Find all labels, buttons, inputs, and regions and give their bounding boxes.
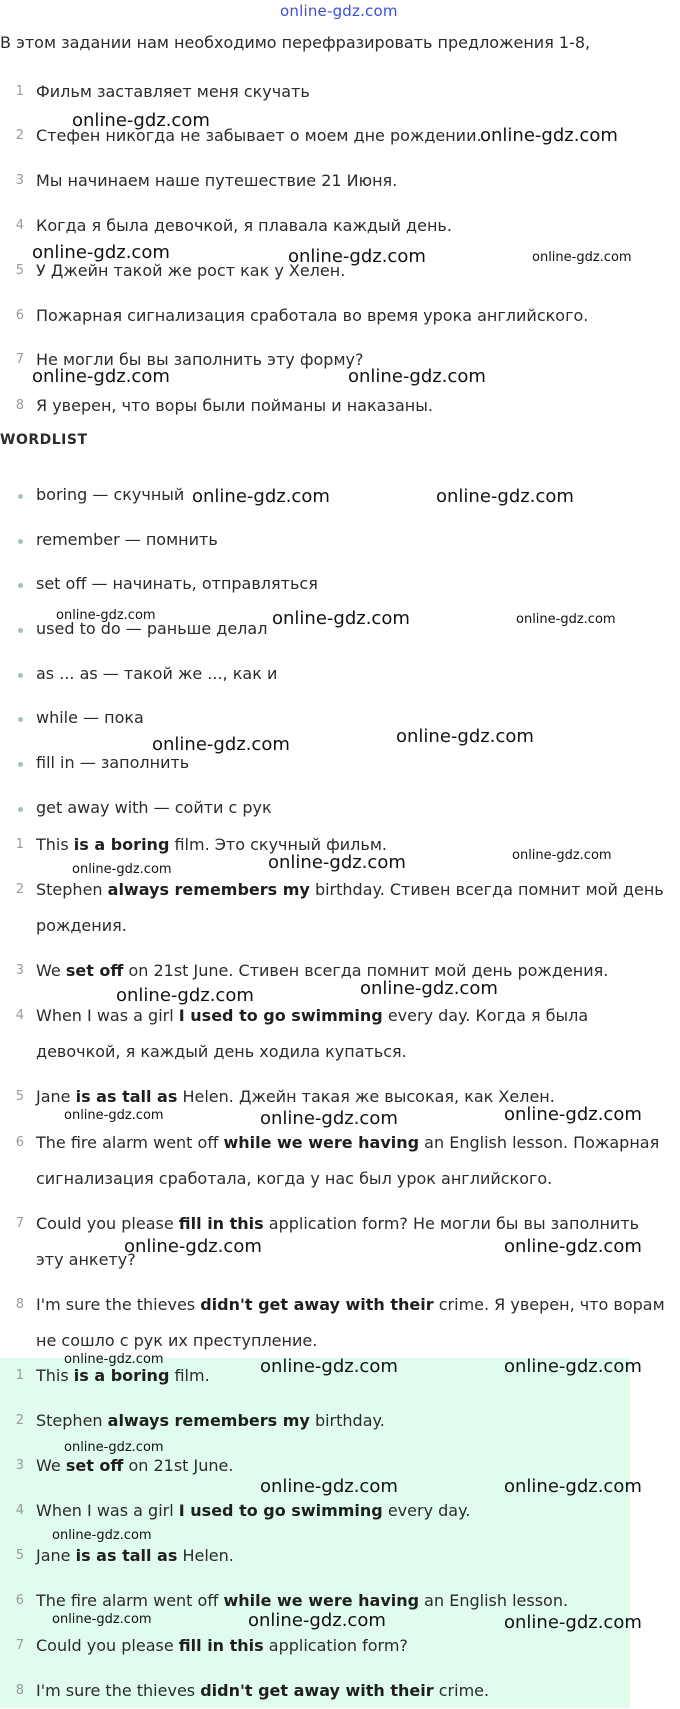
watermark-text: online-gdz.com <box>124 1236 262 1257</box>
watermark-text: online-gdz.com <box>516 612 616 627</box>
item-number: 5 <box>15 1089 24 1104</box>
answer-bilingual <box>36 953 668 989</box>
wordlist-item: boring — скучный <box>36 485 185 504</box>
item-number: 1 <box>15 1368 24 1383</box>
sentence-ru: Когда я была девочкой, я плавала каждый день. <box>36 216 452 235</box>
answer-text: every day. <box>382 1501 471 1520</box>
answer-bilingual <box>36 1287 668 1359</box>
wordlist-item: used to do — раньше делал <box>36 619 268 638</box>
answer-text: This <box>36 835 74 854</box>
answer-text: on 21st June. <box>123 1456 234 1475</box>
answer-bold-phrase: I used to go swimming <box>178 1006 383 1025</box>
watermark-text: online-gdz.com <box>32 242 170 263</box>
answer-english <box>36 1538 668 1574</box>
answer-text: Jane <box>36 1087 76 1106</box>
answer-text: application form? Не могли бы вы заполнить эту анкету? <box>36 1214 640 1269</box>
watermark-text: online-gdz.com <box>532 250 632 265</box>
sentence-ru: Мы начинаем наше путешествие 21 Июня. <box>36 171 398 190</box>
watermark-text: online-gdz.com <box>64 1352 164 1367</box>
wordlist-item: fill in — заполнить <box>36 753 190 772</box>
watermark-text: online-gdz.com <box>260 1356 398 1377</box>
answer-bold-phrase: set off <box>65 961 124 980</box>
watermark-text: online-gdz.com <box>152 734 290 755</box>
watermark-text: online-gdz.com <box>32 366 170 387</box>
watermark-text: online-gdz.com <box>348 366 486 387</box>
answer-text: We <box>36 961 66 980</box>
watermark-text: online-gdz.com <box>268 852 406 873</box>
watermark-text: online-gdz.com <box>512 848 612 863</box>
answer-text: Helen. <box>177 1546 234 1565</box>
item-number: 5 <box>15 263 24 278</box>
item-number: 2 <box>15 1413 24 1428</box>
item-number: 1 <box>15 84 24 99</box>
watermark-text: online-gdz.com <box>64 1440 164 1455</box>
answer-english <box>36 1673 668 1709</box>
answer-text: on 21st June. Стивен всегда помнит мой день рождения. <box>123 961 609 980</box>
site-logo[interactable]: online-gdz.com <box>280 2 398 20</box>
answer-text: Jane <box>36 1546 76 1565</box>
bullet-dot <box>18 673 23 678</box>
answer-text: an English lesson. Пожарная сигнализация сработала, когда у нас был урок английского. <box>36 1133 660 1188</box>
watermark-text: online-gdz.com <box>504 1104 642 1125</box>
watermark-text: online-gdz.com <box>504 1612 642 1633</box>
watermark-text: online-gdz.com <box>396 726 534 747</box>
answer-bold-phrase: is as tall as <box>75 1546 178 1565</box>
answer-bold-phrase: didn't get away with their <box>200 1295 434 1314</box>
answer-text: The fire alarm went off <box>36 1591 224 1610</box>
item-number: 3 <box>15 1458 24 1473</box>
answer-text: The fire alarm went off <box>36 1133 224 1152</box>
answer-text: Could you please <box>36 1214 179 1233</box>
wordlist-item: remember — помнить <box>36 530 218 549</box>
answer-text: application form? <box>263 1636 408 1655</box>
sentence-ru: Я уверен, что воры были пойманы и наказаны. <box>36 396 433 415</box>
answer-text: crime. <box>433 1681 490 1700</box>
bullet-dot <box>18 583 23 588</box>
bullet-dot <box>18 807 23 812</box>
item-number: 8 <box>15 1683 24 1698</box>
answer-text: Could you please <box>36 1636 179 1655</box>
item-number: 6 <box>15 1593 24 1608</box>
answer-text: When I was a girl <box>36 1006 179 1025</box>
bullet-dot <box>18 494 23 499</box>
watermark-text: online-gdz.com <box>436 486 574 507</box>
watermark-text: online-gdz.com <box>64 1108 164 1123</box>
wordlist-item: while — пока <box>36 708 144 727</box>
watermark-text: online-gdz.com <box>260 1108 398 1129</box>
answer-bold-phrase: while we were having <box>223 1133 420 1152</box>
answer-bold-phrase: set off <box>65 1456 124 1475</box>
wordlist-item: set off — начинать, отправляться <box>36 574 318 593</box>
answer-text: Helen. Джейн такая же высокая, как Хелен. <box>177 1087 555 1106</box>
watermark-text: online-gdz.com <box>504 1476 642 1497</box>
item-number: 8 <box>15 398 24 413</box>
item-number: 6 <box>15 1135 24 1150</box>
answer-english <box>36 1403 668 1439</box>
watermark-text: online-gdz.com <box>504 1236 642 1257</box>
bullet-dot <box>18 762 23 767</box>
answer-text: I'm sure the thieves <box>36 1681 201 1700</box>
answer-bold-phrase: while we were having <box>223 1591 420 1610</box>
answer-text: This <box>36 1366 74 1385</box>
answer-bold-phrase: always remembers my <box>107 880 310 899</box>
wordlist-item: get away with — сойти с рук <box>36 798 272 817</box>
watermark-text: online-gdz.com <box>360 978 498 999</box>
watermark-text: online-gdz.com <box>480 125 618 146</box>
answer-bold-phrase: is a boring <box>73 835 170 854</box>
answer-bilingual <box>36 998 668 1070</box>
sentence-ru: У Джейн такой же рост как у Хелен. <box>36 261 346 280</box>
answer-text: an English lesson. <box>419 1591 569 1610</box>
answer-english <box>36 1493 668 1529</box>
answer-text: birthday. <box>309 1411 385 1430</box>
item-number: 7 <box>15 1216 24 1231</box>
item-number: 2 <box>15 128 24 143</box>
item-number: 7 <box>15 1638 24 1653</box>
watermark-text: online-gdz.com <box>52 1528 152 1543</box>
answer-bold-phrase: is as tall as <box>75 1087 178 1106</box>
answer-bilingual <box>36 872 668 944</box>
watermark-text: online-gdz.com <box>288 246 426 267</box>
watermark-text: online-gdz.com <box>52 1612 152 1627</box>
answer-text: crime. Я уверен, что ворам не сошло с рук их преступление. <box>36 1295 665 1350</box>
watermark-text: online-gdz.com <box>72 110 210 131</box>
sentence-ru: Не могли бы вы заполнить эту форму? <box>36 350 364 369</box>
bullet-dot <box>18 628 23 633</box>
answer-text: I'm sure the thieves <box>36 1295 201 1314</box>
answer-text: film. Это скучный фильм. <box>169 835 387 854</box>
answer-english <box>36 1628 668 1664</box>
item-number: 3 <box>15 963 24 978</box>
answer-text: Stephen <box>36 880 108 899</box>
item-number: 4 <box>15 218 24 233</box>
watermark-text: online-gdz.com <box>192 486 330 507</box>
item-number: 3 <box>15 173 24 188</box>
answer-text: When I was a girl <box>36 1501 179 1520</box>
item-number: 8 <box>15 1297 24 1312</box>
item-number: 7 <box>15 352 24 367</box>
answer-bilingual <box>36 1125 668 1197</box>
answer-bold-phrase: didn't get away with their <box>200 1681 434 1700</box>
sentence-ru: Пожарная сигнализация сработала во время урока английского. <box>36 306 589 325</box>
answer-bold-phrase: I used to go swimming <box>178 1501 383 1520</box>
answer-text: every day. Когда я была девочкой, я каждый день ходила купаться. <box>36 1006 589 1061</box>
wordlist-item: as ... as — такой же ..., как и <box>36 664 278 683</box>
bullet-dot <box>18 717 23 722</box>
watermark-text: online-gdz.com <box>116 985 254 1006</box>
item-number: 1 <box>15 837 24 852</box>
watermark-text: online-gdz.com <box>248 1610 386 1631</box>
item-number: 4 <box>15 1008 24 1023</box>
wordlist-heading: WORDLIST <box>0 432 88 448</box>
watermark-text: online-gdz.com <box>504 1356 642 1377</box>
item-number: 6 <box>15 308 24 323</box>
watermark-text: online-gdz.com <box>272 608 410 629</box>
item-number: 2 <box>15 882 24 897</box>
watermark-text: online-gdz.com <box>260 1476 398 1497</box>
intro-text: В этом задании нам необходимо перефразировать предложения 1-8, <box>0 33 591 52</box>
answer-bold-phrase: is a boring <box>73 1366 170 1385</box>
sentence-ru: Фильм заставляет меня скучать <box>36 82 310 101</box>
answer-text: We <box>36 1456 66 1475</box>
watermark-text: online-gdz.com <box>56 608 156 623</box>
answer-text: film. <box>169 1366 210 1385</box>
sentence-ru: Стефен никогда не забывает о моем дне рождении. <box>36 126 482 145</box>
item-number: 4 <box>15 1503 24 1518</box>
answer-text: Stephen <box>36 1411 108 1430</box>
answer-text: birthday. Стивен всегда помнит мой день рождения. <box>36 880 664 935</box>
watermark-text: online-gdz.com <box>72 862 172 877</box>
answer-bold-phrase: fill in this <box>178 1214 264 1233</box>
bullet-dot <box>18 539 23 544</box>
item-number: 5 <box>15 1548 24 1563</box>
answer-bold-phrase: fill in this <box>178 1636 264 1655</box>
answer-bold-phrase: always remembers my <box>107 1411 310 1430</box>
